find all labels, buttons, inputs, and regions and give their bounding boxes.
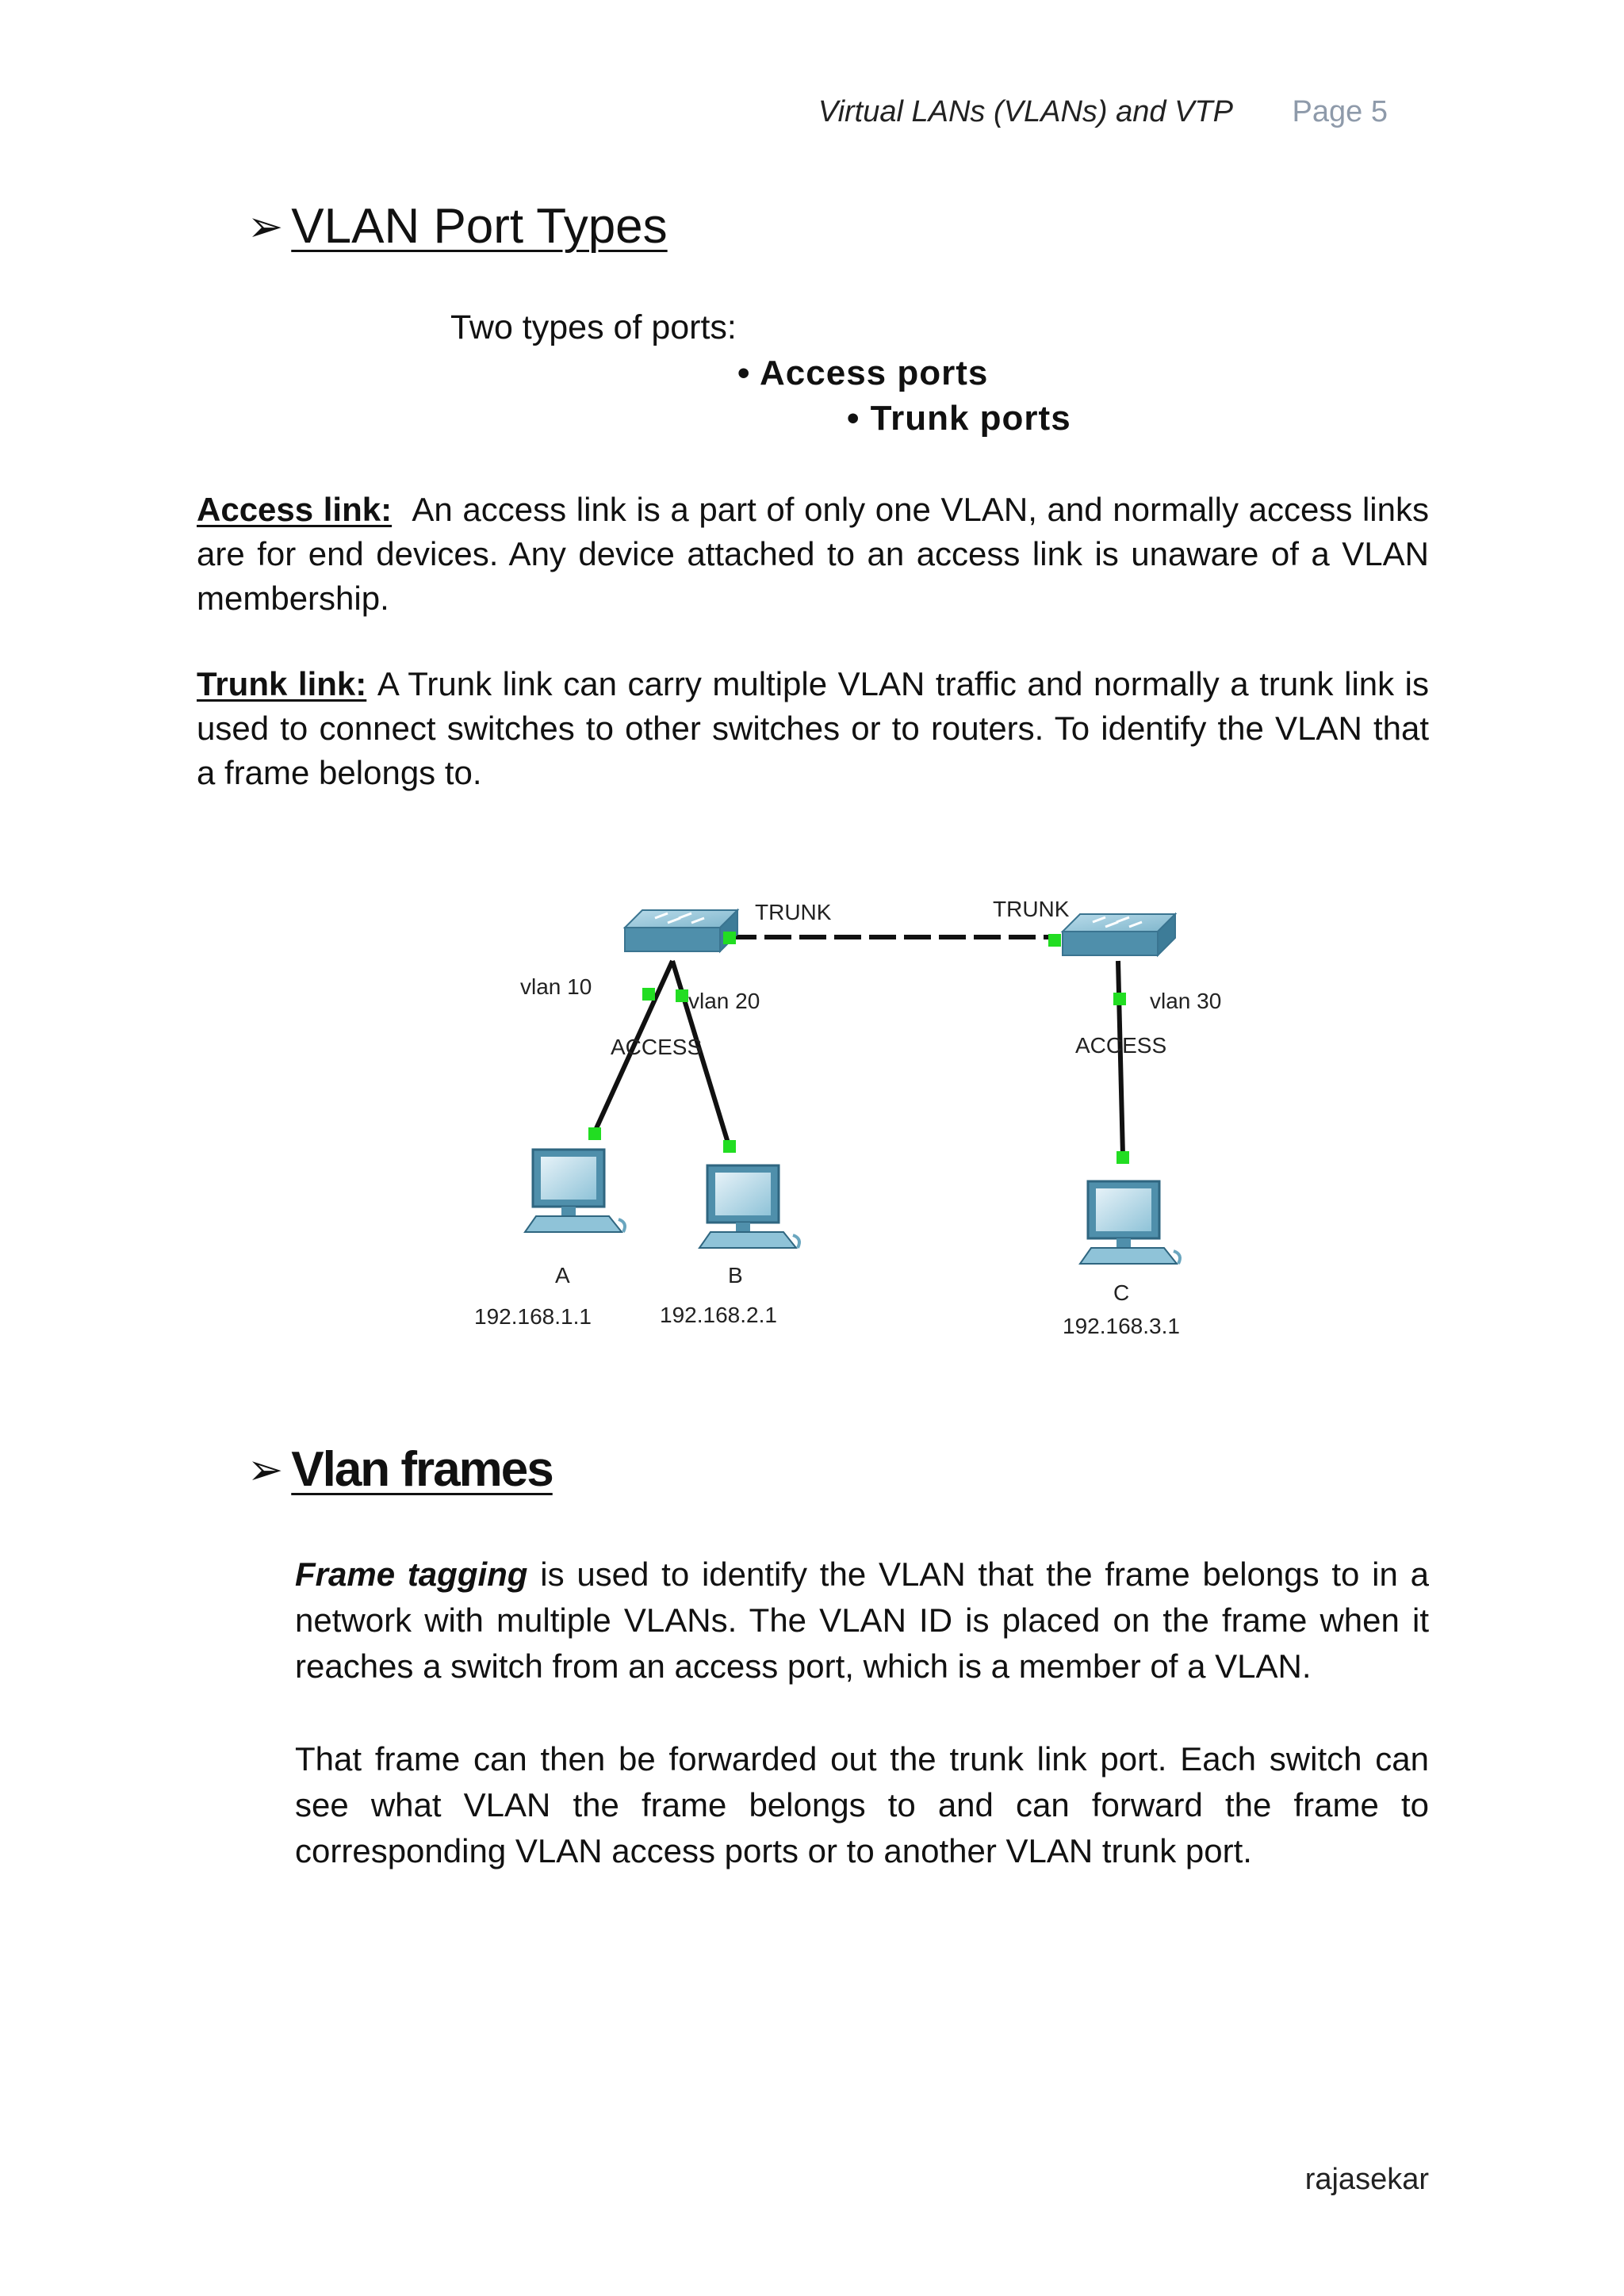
- access-label-left: ACCESS: [611, 1035, 703, 1059]
- document-title: Virtual LANs (VLANs) and VTP: [818, 95, 1233, 128]
- switch-left-icon: [625, 910, 737, 951]
- access-link-text: An access link is a part of only one VLAN, and normally access links are for end devices. Any device attached to an access link is unaware of a VLAN membership.: [197, 491, 1429, 617]
- page-header: [818, 95, 1388, 129]
- arrow-bullet-icon: ➢: [247, 1446, 284, 1494]
- trunk-label-left: TRUNK: [755, 900, 832, 924]
- footer-author: rajasekar: [1304, 2163, 1429, 2196]
- bullet-trunk-ports: • Trunk ports: [847, 399, 1071, 438]
- trunk-label-right: TRUNK: [993, 897, 1070, 921]
- host-a-ip: 192.168.1.1: [474, 1304, 592, 1329]
- frame-tagging-text: is used to identify the VLAN that the frame belongs to in a network with multiple VLANs. The VLAN ID is placed on the frame when it reaches a switch from an access port, which is a member of a VLAN.: [295, 1556, 1429, 1685]
- vlan-network-diagram: [444, 856, 1237, 1348]
- frame-tagging-paragraph: [295, 1552, 1429, 1689]
- vlan10-label: vlan 10: [520, 974, 592, 999]
- pc-a-icon: [525, 1150, 625, 1232]
- host-b-ip: 192.168.2.1: [660, 1303, 777, 1327]
- access-link-paragraph: [197, 488, 1429, 621]
- vlan20-label: vlan 20: [688, 989, 760, 1013]
- section-heading-text: Vlan frames: [291, 1442, 553, 1497]
- bullet-label: Access ports: [760, 354, 989, 392]
- bullet-access-ports: • Access ports: [737, 354, 989, 392]
- page-number: Page 5: [1292, 95, 1388, 128]
- trunk-link-term: Trunk link:: [197, 665, 367, 702]
- host-c-name: C: [1113, 1280, 1130, 1305]
- pc-b-icon: [699, 1165, 799, 1248]
- bullet-label: Trunk ports: [870, 399, 1071, 438]
- host-a-name: A: [555, 1263, 570, 1288]
- vlan30-label: vlan 30: [1150, 989, 1222, 1013]
- host-c-ip: 192.168.3.1: [1063, 1314, 1180, 1338]
- section-heading-vlan-frames: [247, 1441, 553, 1498]
- access-link-line-c: [1118, 961, 1123, 1156]
- switch-right-icon: [1063, 914, 1175, 955]
- section-heading-port-types: [247, 198, 668, 254]
- host-b-name: B: [728, 1263, 743, 1288]
- pc-c-icon: [1080, 1181, 1180, 1264]
- access-link-term: Access link:: [197, 491, 393, 528]
- trunk-link-text: A Trunk link can carry multiple VLAN traffic and normally a trunk link is used to connect switches to other switches or to routers. To identify the VLAN that a frame belongs to.: [197, 665, 1430, 791]
- section-heading-text: VLAN Port Types: [291, 199, 668, 254]
- arrow-bullet-icon: ➢: [247, 203, 284, 251]
- port-types-intro: Two types of ports:: [450, 308, 737, 346]
- trunk-link-paragraph: [197, 662, 1429, 795]
- access-label-right: ACCESS: [1075, 1033, 1167, 1058]
- frame-tagging-term: Frame tagging: [295, 1556, 528, 1593]
- forwarding-paragraph: That frame can then be forwarded out the trunk link port. Each switch can see what VLAN the frame belongs to and can forward the frame to corresponding VLAN access ports or to another VLAN trunk port.: [295, 1740, 1429, 1869]
